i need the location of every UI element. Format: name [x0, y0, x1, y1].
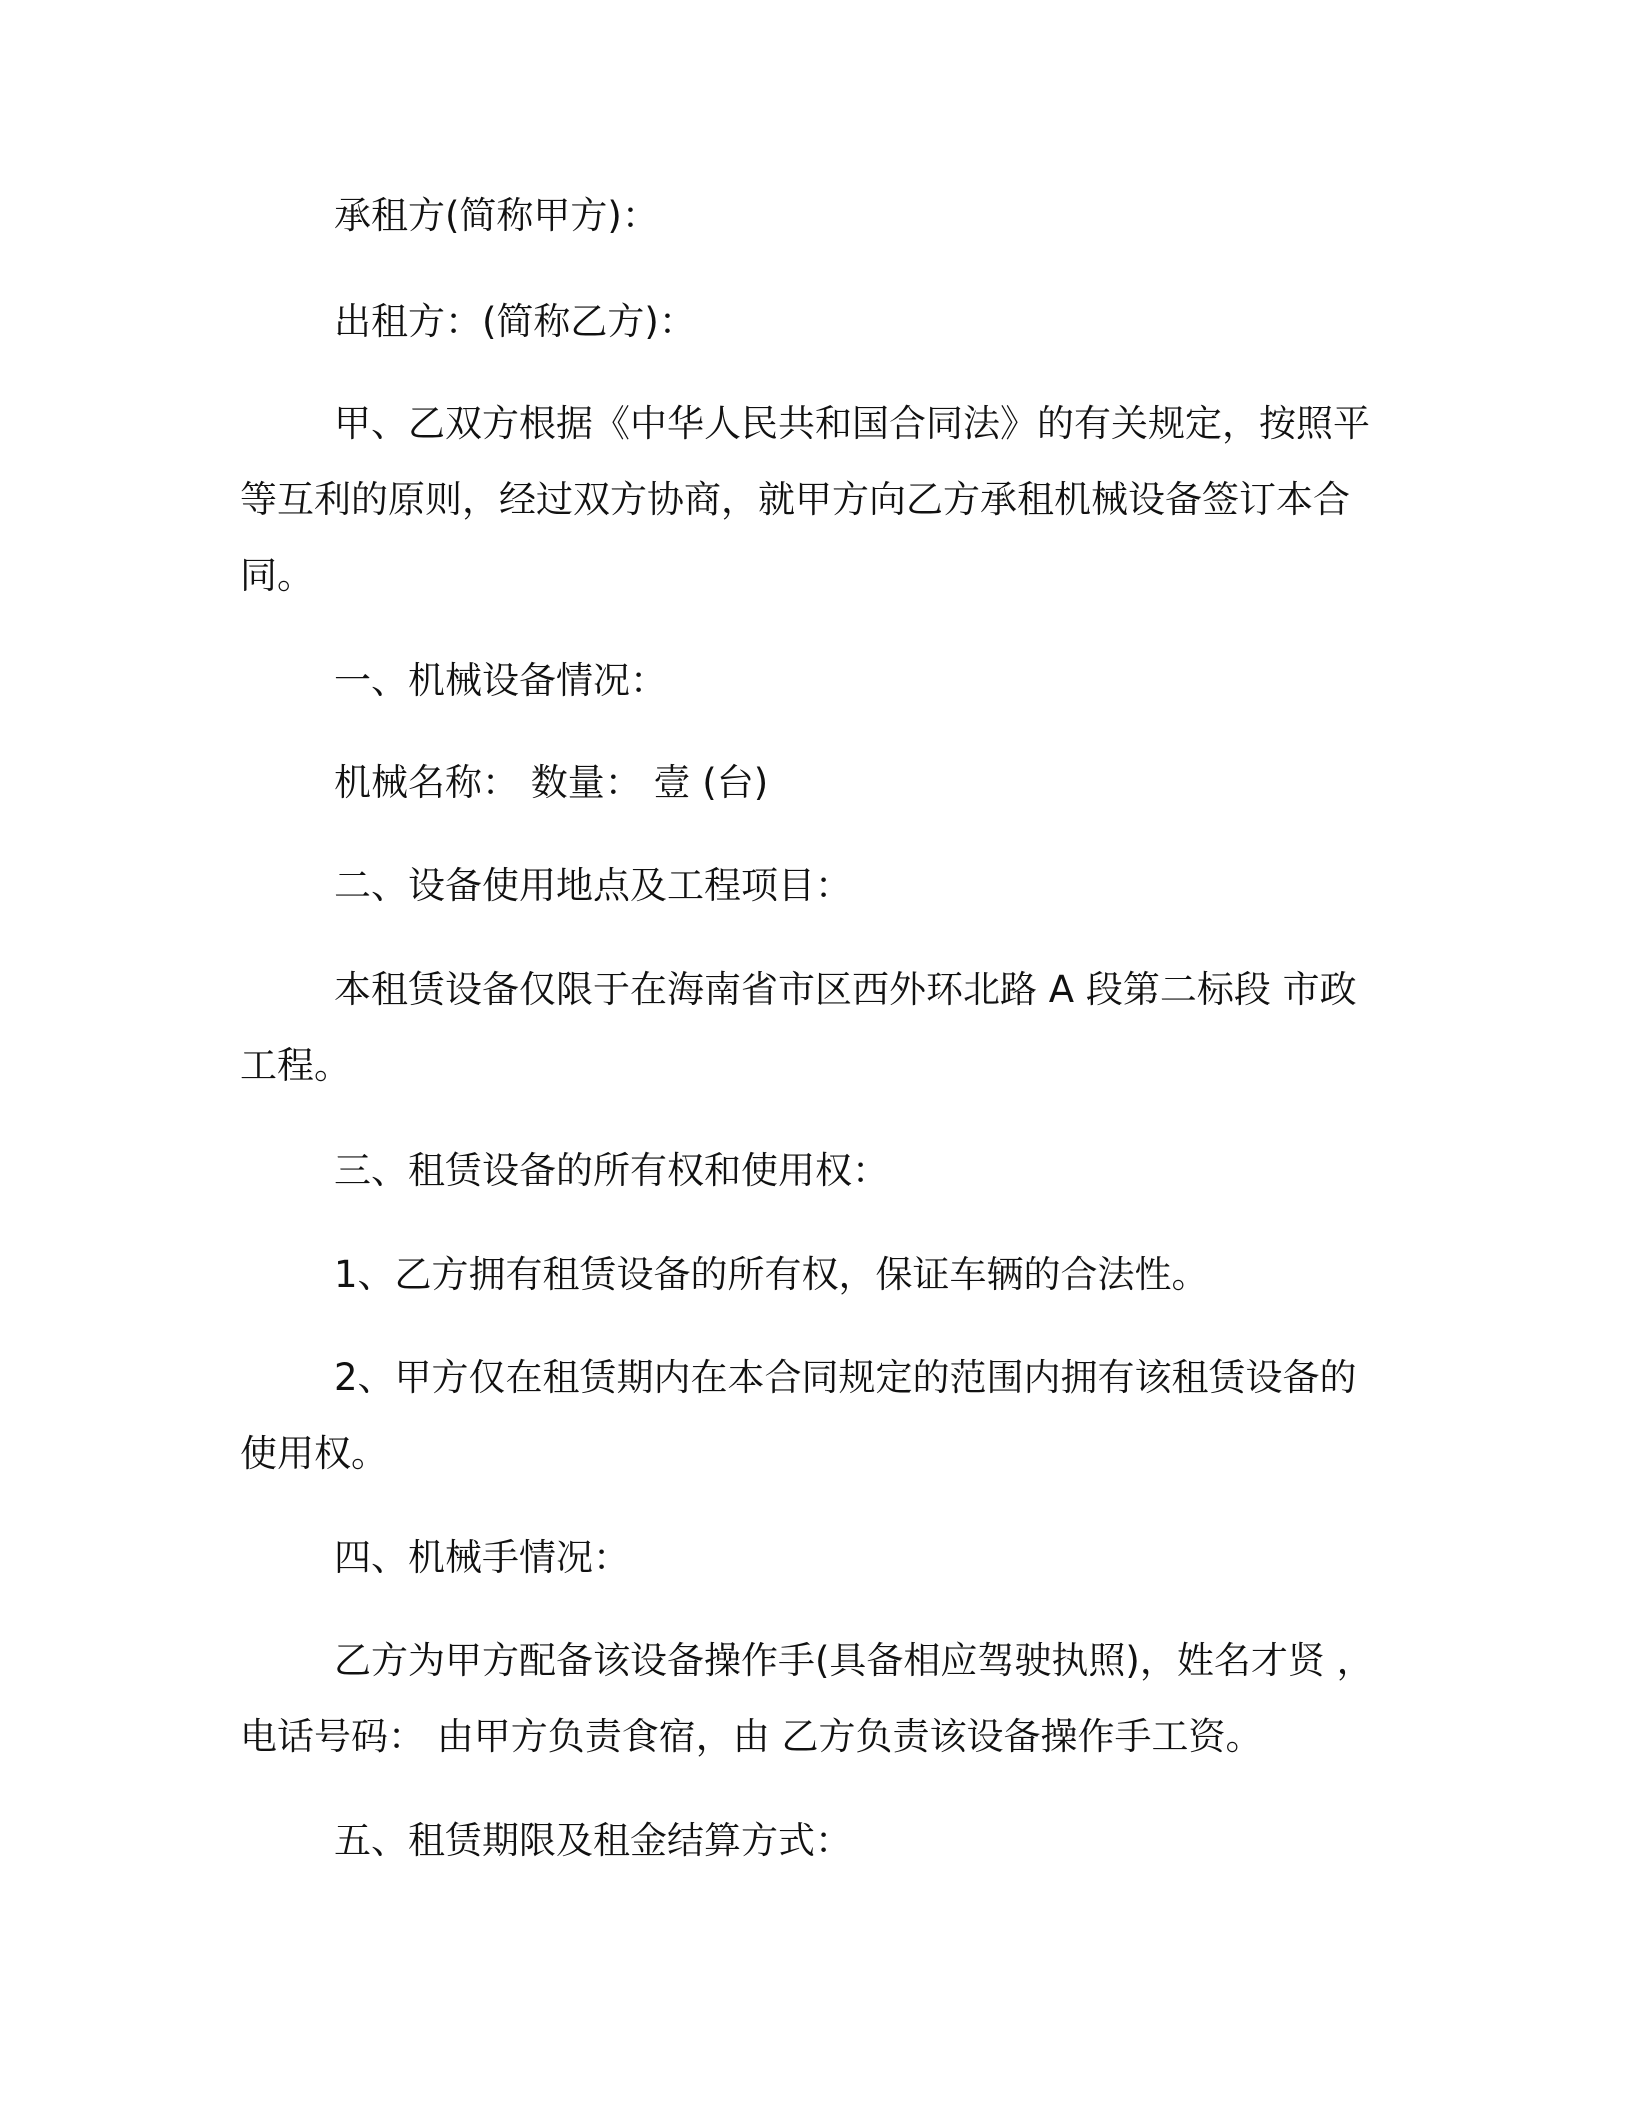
lessor-line: 出租方：(简称乙方)： — [334, 300, 696, 343]
section-heading-3: 三、租赁设备的所有权和使用权： — [334, 1149, 889, 1192]
section-heading-4: 四、机械手情况： — [334, 1536, 630, 1579]
section-heading-1: 一、机械设备情况： — [334, 659, 667, 702]
section-heading-2: 二、设备使用地点及工程项目： — [334, 864, 852, 907]
clause-1-line: 1、乙方拥有租赁设备的所有权，保证车辆的合法性。 — [334, 1253, 1209, 1296]
preamble-line-1: 甲、乙双方根据《中华人民共和国合同法》的有关规定，按照平 — [334, 402, 1370, 445]
preamble-line-2: 等互利的原则，经过双方协商，就甲方向乙方承租机械设备签订本合 — [240, 478, 1350, 521]
operator-line-2: 电话号码： 由甲方负责食宿，由 乙方负责该设备操作手工资。 — [240, 1715, 1263, 1758]
location-line-2: 工程。 — [240, 1044, 351, 1087]
clause-2-line-1: 2、甲方仅在租赁期内在本合同规定的范围内拥有该租赁设备的 — [334, 1356, 1357, 1399]
lessee-line: 承租方(简称甲方)： — [334, 194, 659, 237]
operator-line-1: 乙方为甲方配备该设备操作手(具备相应驾驶执照)，姓名才贤 ， — [334, 1639, 1374, 1682]
equipment-name-line: 机械名称： 数量： 壹 (台) — [334, 761, 769, 804]
clause-2-line-2: 使用权。 — [240, 1432, 388, 1475]
preamble-line-3: 同。 — [240, 554, 314, 597]
section-heading-5: 五、租赁期限及租金结算方式： — [334, 1819, 852, 1862]
location-line-1: 本租赁设备仅限于在海南省市区西外环北路 A 段第二标段 市政 — [334, 968, 1357, 1011]
